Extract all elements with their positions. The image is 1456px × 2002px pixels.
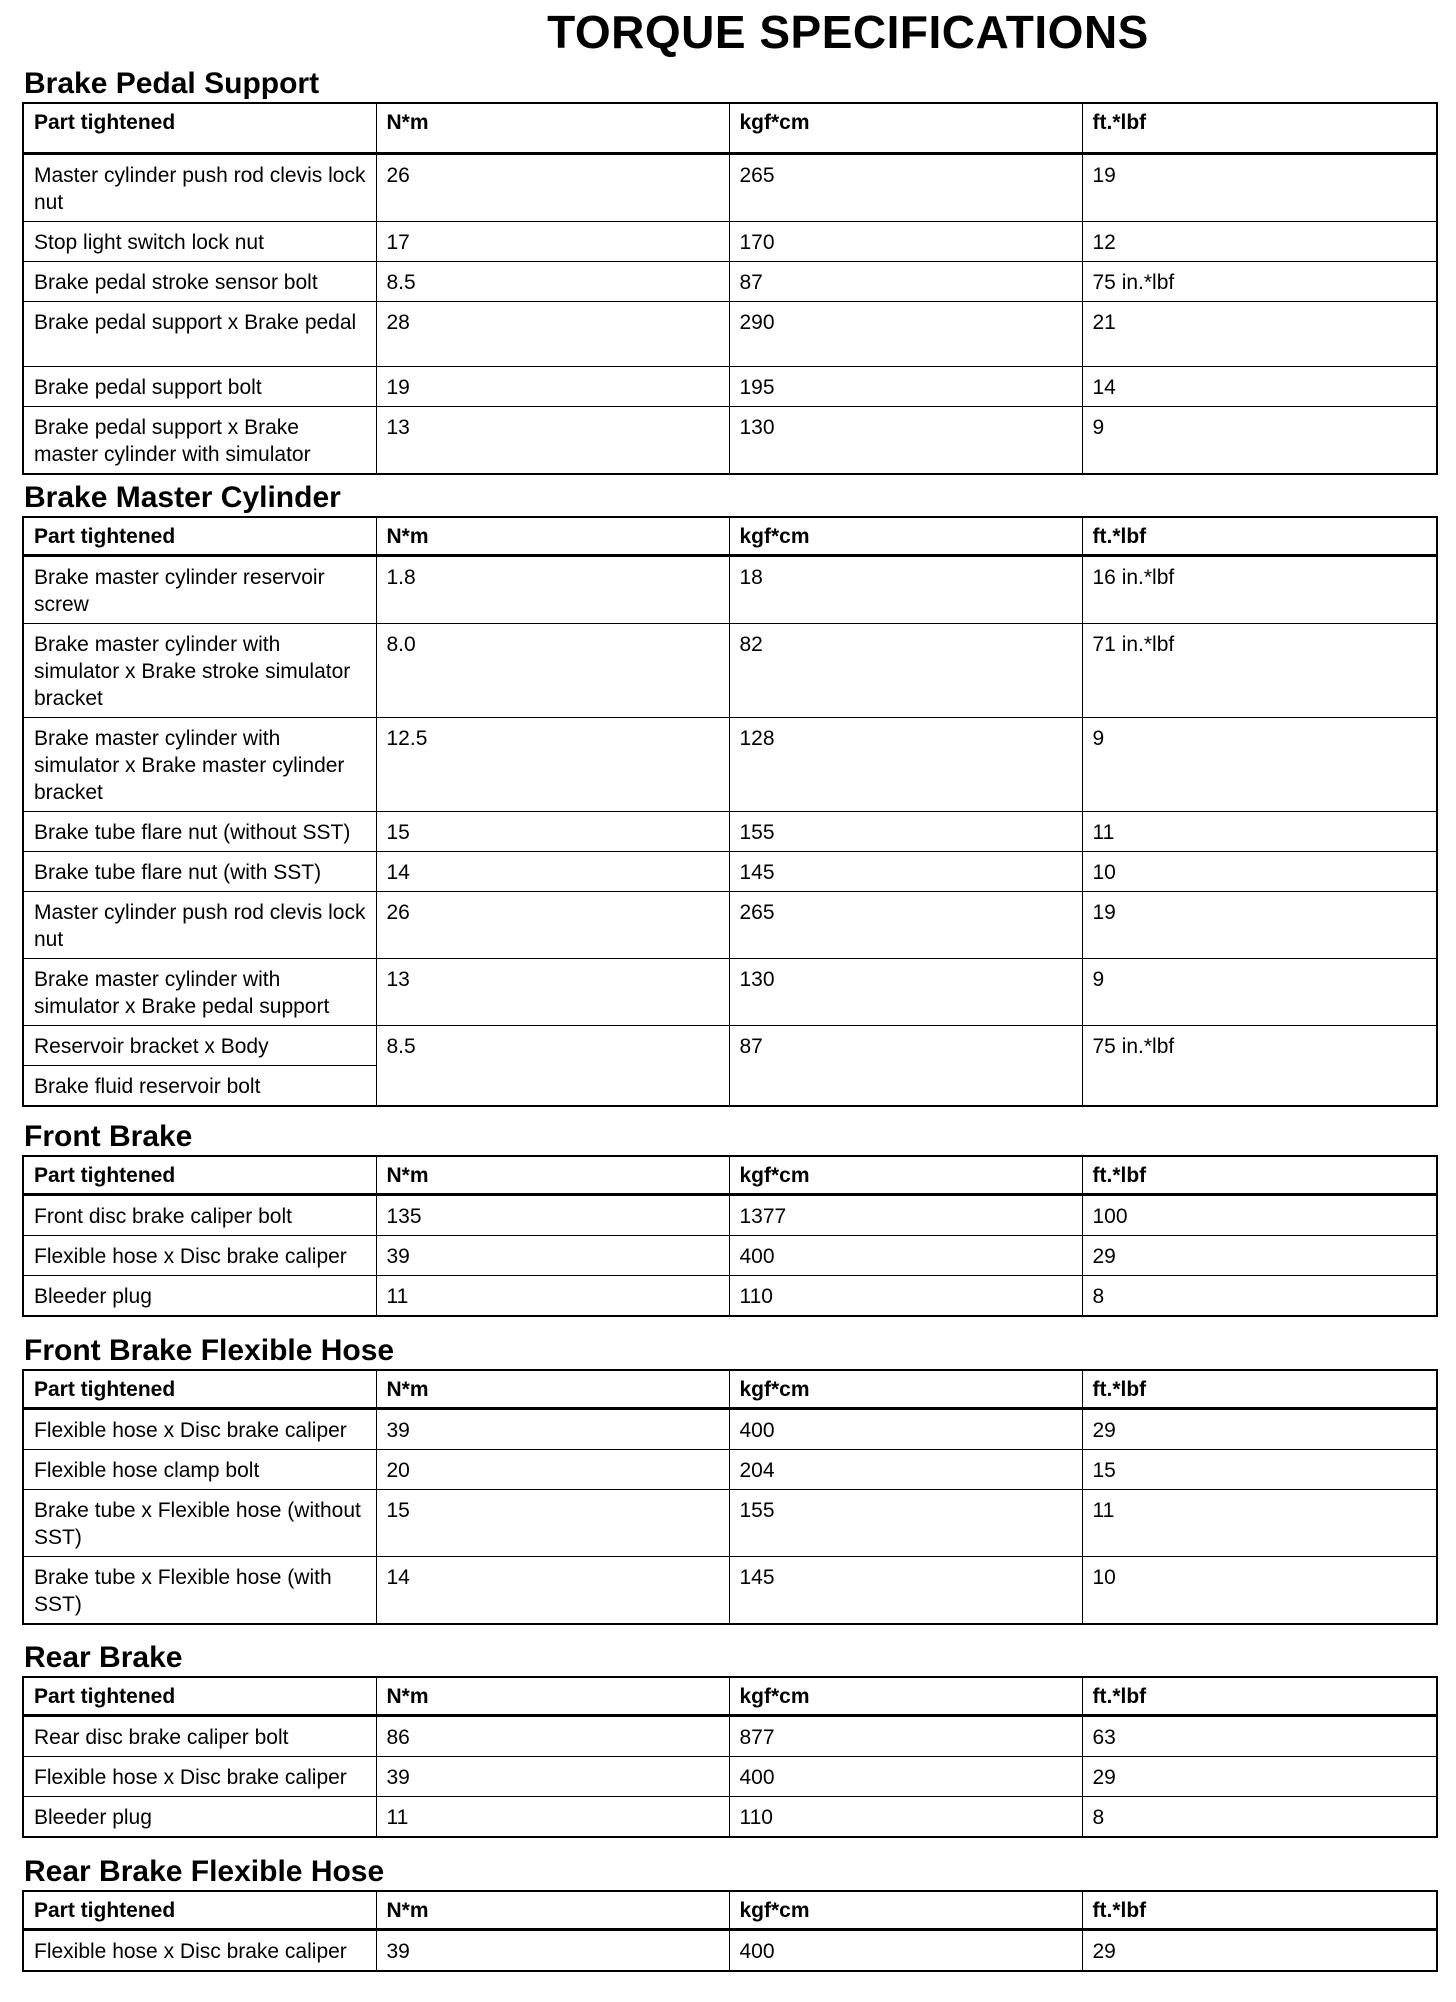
part-cell: Brake master cylinder with simulator x Brake master cylinder bracket xyxy=(23,718,376,812)
torque-table xyxy=(22,1676,1438,1838)
kgfcm-cell: 110 xyxy=(729,1797,1082,1838)
part-cell: Brake tube flare nut (with SST) xyxy=(23,852,376,892)
part-cell: Flexible hose x Disc brake caliper xyxy=(23,1930,376,1972)
kgfcm-cell: 87 xyxy=(729,1026,1082,1107)
header-ftlbf: ft.*lbf xyxy=(1082,1370,1437,1409)
section-front-brake xyxy=(22,1119,1436,1317)
part-cell: Brake fluid reservoir bolt xyxy=(23,1066,376,1107)
table-row xyxy=(23,1557,1437,1625)
section-title: Front Brake Flexible Hose xyxy=(24,1334,395,1367)
ftlbf-cell: 10 xyxy=(1082,1557,1437,1625)
header-kgfcm: kgf*cm xyxy=(729,517,1082,556)
kgfcm-cell: 1377 xyxy=(729,1195,1082,1236)
kgfcm-cell: 128 xyxy=(729,718,1082,812)
nm-cell: 26 xyxy=(376,153,729,221)
ftlbf-cell: 8 xyxy=(1082,1276,1437,1317)
ftlbf-cell: 9 xyxy=(1082,406,1437,474)
header-nm: N*m xyxy=(376,1677,729,1716)
kgfcm-cell: 265 xyxy=(729,153,1082,221)
kgfcm-cell: 170 xyxy=(729,221,1082,261)
nm-cell: 8.0 xyxy=(376,624,729,718)
part-cell: Master cylinder push rod clevis lock nut xyxy=(23,153,376,221)
kgfcm-cell: 195 xyxy=(729,366,1082,406)
part-cell: Brake master cylinder with simulator x Brake stroke simulator bracket xyxy=(23,624,376,718)
table-header-row xyxy=(23,103,1437,153)
section-title: Rear Brake Flexible Hose xyxy=(24,1855,385,1888)
torque-table xyxy=(22,1155,1438,1317)
kgfcm-cell: 204 xyxy=(729,1450,1082,1490)
table-row xyxy=(23,261,1437,301)
table-row xyxy=(23,892,1437,959)
header-kgfcm: kgf*cm xyxy=(729,1891,1082,1930)
table-header-row xyxy=(23,1677,1437,1716)
header-part-tightened: Part tightened xyxy=(23,517,376,556)
part-cell: Bleeder plug xyxy=(23,1276,376,1317)
ftlbf-cell: 19 xyxy=(1082,892,1437,959)
part-cell: Brake tube x Flexible hose (with SST) xyxy=(23,1557,376,1625)
table-row xyxy=(23,301,1437,366)
kgfcm-cell: 400 xyxy=(729,1930,1082,1972)
section-brake-master-cylinder xyxy=(22,480,1436,1107)
table-header-row xyxy=(23,1156,1437,1195)
part-cell: Front disc brake caliper bolt xyxy=(23,1195,376,1236)
nm-cell: 11 xyxy=(376,1797,729,1838)
kgfcm-cell: 400 xyxy=(729,1236,1082,1276)
nm-cell: 11 xyxy=(376,1276,729,1317)
kgfcm-cell: 400 xyxy=(729,1757,1082,1797)
part-cell: Brake tube x Flexible hose (without SST) xyxy=(23,1490,376,1557)
ftlbf-cell: 75 in.*lbf xyxy=(1082,261,1437,301)
nm-cell: 19 xyxy=(376,366,729,406)
header-nm: N*m xyxy=(376,1370,729,1409)
table-row xyxy=(23,1236,1437,1276)
table-header-row xyxy=(23,1891,1437,1930)
header-part-tightened: Part tightened xyxy=(23,1156,376,1195)
ftlbf-cell: 11 xyxy=(1082,1490,1437,1557)
nm-cell: 86 xyxy=(376,1716,729,1757)
ftlbf-cell: 11 xyxy=(1082,812,1437,852)
ftlbf-cell: 29 xyxy=(1082,1236,1437,1276)
header-kgfcm: kgf*cm xyxy=(729,1370,1082,1409)
nm-cell: 135 xyxy=(376,1195,729,1236)
part-cell: Flexible hose x Disc brake caliper xyxy=(23,1236,376,1276)
ftlbf-cell: 10 xyxy=(1082,852,1437,892)
section-title: Brake Master Cylinder xyxy=(24,481,341,514)
header-ftlbf: ft.*lbf xyxy=(1082,1891,1437,1930)
nm-cell: 14 xyxy=(376,1557,729,1625)
table-row xyxy=(23,1450,1437,1490)
ftlbf-cell: 71 in.*lbf xyxy=(1082,624,1437,718)
part-cell: Brake pedal support bolt xyxy=(23,366,376,406)
kgfcm-cell: 110 xyxy=(729,1276,1082,1317)
table-row xyxy=(23,718,1437,812)
header-part-tightened: Part tightened xyxy=(23,1677,376,1716)
header-kgfcm: kgf*cm xyxy=(729,103,1082,153)
kgfcm-cell: 18 xyxy=(729,556,1082,624)
header-ftlbf: ft.*lbf xyxy=(1082,1156,1437,1195)
ftlbf-cell: 100 xyxy=(1082,1195,1437,1236)
ftlbf-cell: 63 xyxy=(1082,1716,1437,1757)
ftlbf-cell: 8 xyxy=(1082,1797,1437,1838)
header-ftlbf: ft.*lbf xyxy=(1082,517,1437,556)
kgfcm-cell: 145 xyxy=(729,1557,1082,1625)
part-cell: Reservoir bracket x Body xyxy=(23,1026,376,1066)
header-nm: N*m xyxy=(376,1156,729,1195)
table-row xyxy=(23,812,1437,852)
ftlbf-cell: 15 xyxy=(1082,1450,1437,1490)
torque-table xyxy=(22,1369,1438,1625)
nm-cell: 15 xyxy=(376,1490,729,1557)
table-row xyxy=(23,959,1437,1026)
nm-cell: 20 xyxy=(376,1450,729,1490)
section-brake-pedal-support xyxy=(22,66,1436,475)
table-row xyxy=(23,1757,1437,1797)
part-cell: Bleeder plug xyxy=(23,1797,376,1838)
header-kgfcm: kgf*cm xyxy=(729,1677,1082,1716)
ftlbf-cell: 29 xyxy=(1082,1409,1437,1450)
table-row xyxy=(23,624,1437,718)
ftlbf-cell: 16 in.*lbf xyxy=(1082,556,1437,624)
ftlbf-cell: 29 xyxy=(1082,1757,1437,1797)
nm-cell: 1.8 xyxy=(376,556,729,624)
nm-cell: 28 xyxy=(376,301,729,366)
ftlbf-cell: 21 xyxy=(1082,301,1437,366)
part-cell: Brake tube flare nut (without SST) xyxy=(23,812,376,852)
kgfcm-cell: 265 xyxy=(729,892,1082,959)
part-cell: Brake pedal support x Brake master cylinder with simulator xyxy=(23,406,376,474)
table-row xyxy=(23,366,1437,406)
table-header-row xyxy=(23,1370,1437,1409)
nm-cell: 8.5 xyxy=(376,1026,729,1107)
part-cell: Rear disc brake caliper bolt xyxy=(23,1716,376,1757)
kgfcm-cell: 877 xyxy=(729,1716,1082,1757)
part-cell: Stop light switch lock nut xyxy=(23,221,376,261)
header-kgfcm: kgf*cm xyxy=(729,1156,1082,1195)
table-row xyxy=(23,1409,1437,1450)
part-cell: Brake master cylinder reservoir screw xyxy=(23,556,376,624)
nm-cell: 8.5 xyxy=(376,261,729,301)
kgfcm-cell: 145 xyxy=(729,852,1082,892)
document-title: TORQUE SPECIFICATIONS xyxy=(547,6,1149,58)
torque-table xyxy=(22,516,1438,1107)
part-cell: Brake pedal support x Brake pedal xyxy=(23,301,376,366)
table-row xyxy=(23,1026,1437,1066)
section-front-brake-flexible-hose xyxy=(22,1333,1436,1625)
part-cell: Master cylinder push rod clevis lock nut xyxy=(23,892,376,959)
kgfcm-cell: 155 xyxy=(729,812,1082,852)
table-row xyxy=(23,1716,1437,1757)
header-ftlbf: ft.*lbf xyxy=(1082,1677,1437,1716)
table-row xyxy=(23,406,1437,474)
table-row xyxy=(23,221,1437,261)
table-row xyxy=(23,556,1437,624)
ftlbf-cell: 12 xyxy=(1082,221,1437,261)
torque-table xyxy=(22,1890,1438,1972)
section-rear-brake xyxy=(22,1640,1436,1838)
header-part-tightened: Part tightened xyxy=(23,103,376,153)
part-cell: Flexible hose x Disc brake caliper xyxy=(23,1409,376,1450)
table-row xyxy=(23,1195,1437,1236)
nm-cell: 12.5 xyxy=(376,718,729,812)
ftlbf-cell: 29 xyxy=(1082,1930,1437,1972)
part-cell: Brake master cylinder with simulator x Brake pedal support xyxy=(23,959,376,1026)
table-row xyxy=(23,852,1437,892)
part-cell: Brake pedal stroke sensor bolt xyxy=(23,261,376,301)
torque-table xyxy=(22,102,1438,475)
ftlbf-cell: 75 in.*lbf xyxy=(1082,1026,1437,1107)
header-ftlbf: ft.*lbf xyxy=(1082,103,1437,153)
nm-cell: 39 xyxy=(376,1236,729,1276)
part-cell: Flexible hose clamp bolt xyxy=(23,1450,376,1490)
nm-cell: 15 xyxy=(376,812,729,852)
table-row xyxy=(23,1930,1437,1972)
kgfcm-cell: 400 xyxy=(729,1409,1082,1450)
section-title: Brake Pedal Support xyxy=(24,67,320,100)
header-nm: N*m xyxy=(376,517,729,556)
ftlbf-cell: 19 xyxy=(1082,153,1437,221)
header-part-tightened: Part tightened xyxy=(23,1370,376,1409)
header-nm: N*m xyxy=(376,103,729,153)
header-part-tightened: Part tightened xyxy=(23,1891,376,1930)
kgfcm-cell: 82 xyxy=(729,624,1082,718)
table-row xyxy=(23,1490,1437,1557)
nm-cell: 39 xyxy=(376,1930,729,1972)
table-row xyxy=(23,153,1437,221)
ftlbf-cell: 9 xyxy=(1082,959,1437,1026)
kgfcm-cell: 155 xyxy=(729,1490,1082,1557)
ftlbf-cell: 14 xyxy=(1082,366,1437,406)
kgfcm-cell: 130 xyxy=(729,959,1082,1026)
section-title: Rear Brake xyxy=(24,1641,183,1674)
nm-cell: 39 xyxy=(376,1757,729,1797)
nm-cell: 13 xyxy=(376,406,729,474)
section-title: Front Brake xyxy=(24,1120,193,1153)
table-header-row xyxy=(23,517,1437,556)
part-cell: Flexible hose x Disc brake caliper xyxy=(23,1757,376,1797)
nm-cell: 14 xyxy=(376,852,729,892)
kgfcm-cell: 87 xyxy=(729,261,1082,301)
kgfcm-cell: 130 xyxy=(729,406,1082,474)
nm-cell: 17 xyxy=(376,221,729,261)
ftlbf-cell: 9 xyxy=(1082,718,1437,812)
nm-cell: 26 xyxy=(376,892,729,959)
nm-cell: 13 xyxy=(376,959,729,1026)
nm-cell: 39 xyxy=(376,1409,729,1450)
header-nm: N*m xyxy=(376,1891,729,1930)
table-row xyxy=(23,1276,1437,1317)
section-rear-brake-flexible-hose xyxy=(22,1854,1436,1972)
table-row xyxy=(23,1797,1437,1838)
kgfcm-cell: 290 xyxy=(729,301,1082,366)
